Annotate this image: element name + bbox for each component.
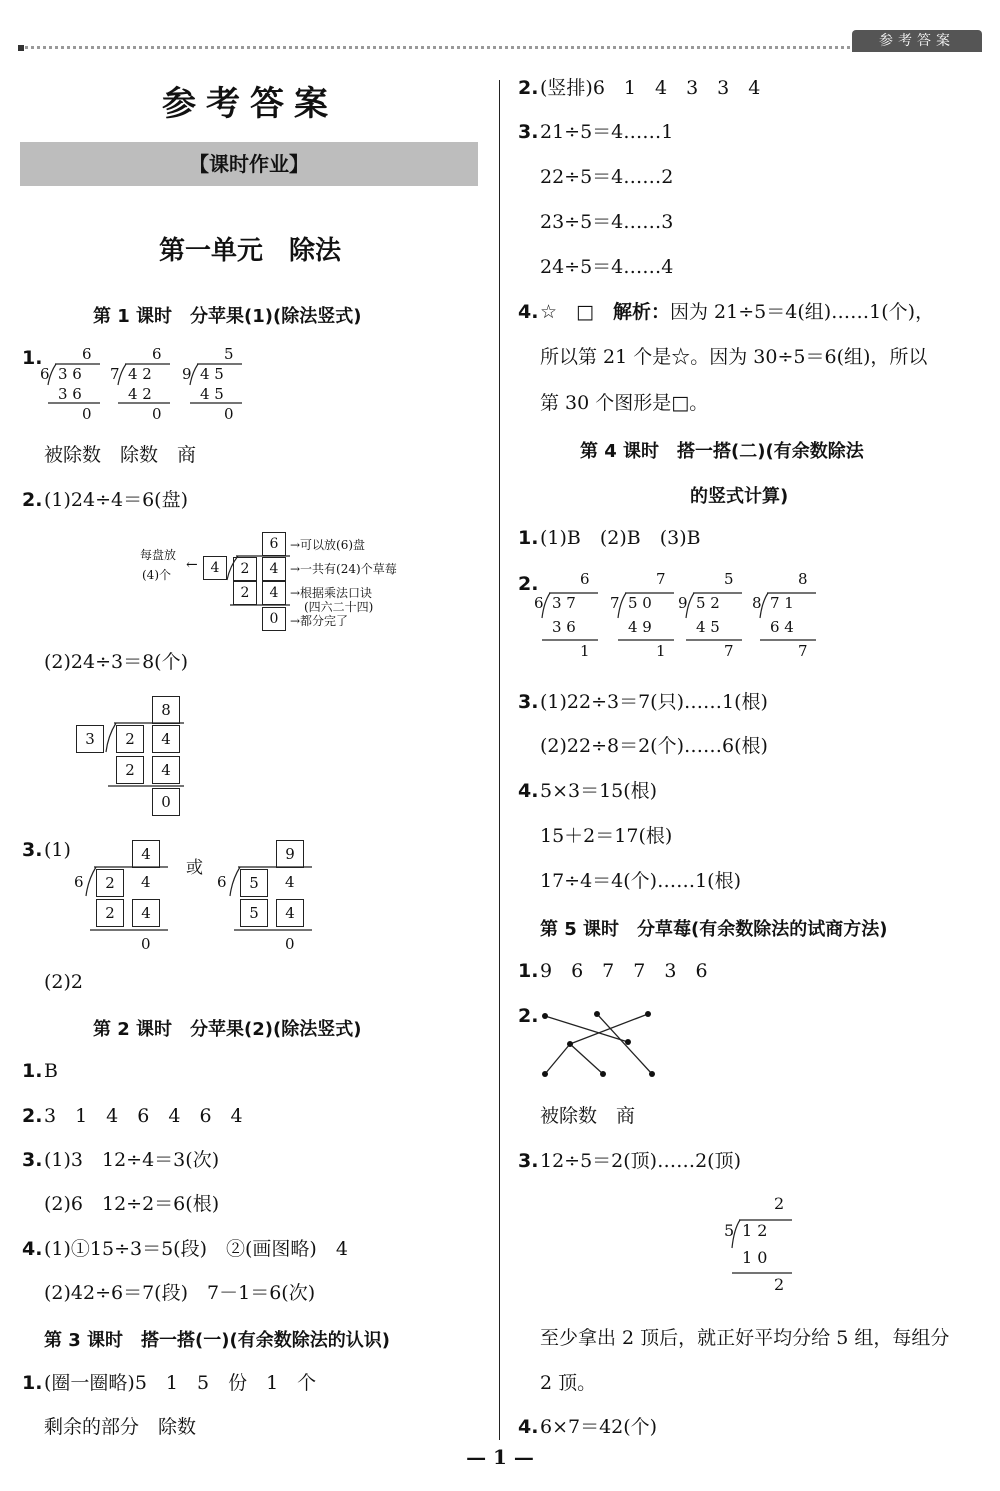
l4-q2-number: 2. (518, 573, 539, 595)
section-band: 【课时作业】 (20, 142, 478, 186)
box-dividend-ones: 4 (262, 557, 286, 581)
division-divisor: 6 (40, 365, 50, 383)
lesson2-title: 第 2 课时 分苹果(2)(除法竖式) (93, 1019, 362, 1040)
note-quotient: →可以放(6)盘 (290, 538, 366, 552)
r-q4-line2: 所以第 21 个是☆。因为 30÷5＝6(组)，所以 (540, 346, 928, 368)
division-divisor: 8 (752, 594, 762, 612)
box-product-tens: 2 (116, 756, 144, 784)
or-label: 或 (186, 858, 203, 878)
l2-q2-number: 2. (22, 1105, 43, 1127)
q3-number: 3. (22, 839, 43, 861)
note-remainder: →都分完了 (290, 614, 349, 628)
q1-terms: 被除数 除数 商 (44, 444, 197, 466)
l4-q4-answer-3: 17÷4＝4(个)……1(根) (540, 870, 742, 892)
l5-q1-answer: 9 6 7 7 3 6 (540, 960, 708, 982)
column-divider (499, 80, 500, 1440)
box-remainder: 0 (262, 607, 286, 631)
division-remainder: 0 (224, 405, 234, 423)
division-bracket (0, 0, 1, 1)
division-quotient: 6 (580, 570, 590, 588)
divisor-text: 6 (74, 873, 84, 891)
lesson1-title: 第 1 课时 分苹果(1)(除法竖式) (93, 306, 362, 327)
division-quotient: 5 (724, 570, 734, 588)
l4-q3-answer-2: (2)22÷8＝2(个)……6(根) (540, 735, 768, 757)
box-quotient: 8 (152, 696, 180, 724)
page-title: 参考答案 (162, 84, 338, 124)
label-per-plate-value: (4)个 (142, 568, 171, 582)
division-divisor: 5 (724, 1221, 735, 1240)
l4-q4-number: 4. (518, 780, 539, 802)
r-q2-number: 2. (518, 77, 539, 99)
division-dividend: 4 5 (200, 365, 224, 383)
lesson5-title: 第 5 课时 分草莓(有余数除法的试商方法) (540, 919, 888, 940)
r-q3-answer-4: 24÷5＝4……4 (540, 256, 674, 278)
r-q2-answer: (竖排)6 1 4 3 3 4 (540, 77, 761, 99)
lesson3-title: 第 3 课时 搭一搭(一)(有余数除法的认识) (44, 1330, 390, 1351)
q2-part2: (2)24÷3＝8(个) (44, 651, 189, 673)
box-product-ones: 4 (152, 756, 180, 784)
l2-q4-answer-1: (1)①15÷3＝5(段) ②(画图略) 4 (44, 1238, 348, 1260)
box-quotient: 4 (132, 840, 160, 868)
division-divisor: 7 (610, 594, 620, 612)
box-product-tens: 2 (96, 899, 124, 927)
box-dividend-tens: 2 (233, 557, 257, 581)
box-product-tens: 5 (240, 899, 268, 927)
r-q4-analysis: 因为 21÷5＝4(组)……1(个)， (670, 301, 935, 323)
division-product: 6 4 (770, 618, 794, 636)
label-per-plate: 每盘放 (140, 548, 177, 562)
header-dotted-rule (18, 46, 850, 49)
l5-q3-explain-1: 至少拿出 2 顶后，就正好平均分给 5 组，每组分 (540, 1327, 950, 1349)
box-product-ones: 4 (276, 899, 304, 927)
q1-number: 1. (22, 347, 43, 369)
l4-q1-number: 1. (518, 527, 539, 549)
division-product: 4 5 (696, 618, 720, 636)
arrow-left: ← (186, 557, 198, 573)
division-product: 4 5 (200, 385, 224, 403)
unit-title: 第一单元 除法 (158, 236, 341, 266)
box-product-tens: 2 (233, 581, 257, 605)
division-quotient: 6 (152, 345, 162, 363)
l5-q1-number: 1. (518, 960, 539, 982)
division-divisor: 7 (110, 365, 120, 383)
dividend-ones-text: 4 (285, 873, 295, 891)
note-product-rule: (四六二十四) (304, 600, 374, 614)
box-quotient: 6 (262, 532, 286, 556)
box-divisor: 4 (203, 556, 227, 580)
r-q3-answer-1: 21÷5＝4……1 (540, 121, 674, 143)
division-quotient: 7 (656, 570, 666, 588)
l5-q3-answer: 12÷5＝2(顶)……2(顶) (540, 1150, 742, 1172)
box-product-ones: 4 (262, 581, 286, 605)
l5-q4-answer: 6×7＝42(个) (540, 1416, 658, 1438)
q2-number: 2. (22, 489, 43, 511)
division-dividend: 7 1 (770, 594, 794, 612)
l2-q1-answer: B (44, 1060, 58, 1082)
page-number: — 1 — (466, 1445, 534, 1469)
box-product-ones: 4 (132, 899, 160, 927)
box-dividend-tens: 2 (116, 725, 144, 753)
box-dividend-tens: 2 (96, 869, 124, 897)
r-q3-answer-2: 22÷5＝4……2 (540, 166, 674, 188)
division-quotient: 2 (774, 1194, 785, 1213)
box-quotient: 9 (276, 840, 304, 868)
header-tag: 参考答案 (852, 30, 982, 52)
l5-q2-terms: 被除数 商 (540, 1105, 636, 1127)
division-quotient: 5 (224, 345, 234, 363)
division-quotient: 6 (82, 345, 92, 363)
q3-part2: (2)2 (44, 971, 84, 993)
l2-q3-answer-1: (1)3 12÷4＝3(次) (44, 1149, 220, 1171)
division-product: 3 6 (58, 385, 82, 403)
divisor-text: 6 (217, 873, 227, 891)
l2-q1-number: 1. (22, 1060, 43, 1082)
division-product: 4 9 (628, 618, 652, 636)
q3-part1: (1) (44, 839, 71, 861)
division-dividend: 3 7 (552, 594, 576, 612)
l2-q3-answer-2: (2)6 12÷2＝6(根) (44, 1193, 220, 1215)
division-product: 3 6 (552, 618, 576, 636)
division-remainder: 0 (152, 405, 162, 423)
division-product: 1 0 (742, 1248, 768, 1267)
r-q4-number: 4. (518, 301, 539, 323)
l2-q3-number: 3. (22, 1149, 43, 1171)
r-q3-answer-3: 23÷5＝4……3 (540, 211, 674, 233)
division-dividend: 4 2 (128, 365, 152, 383)
r-q4-answer: ☆ □ (540, 301, 613, 323)
l4-q3-number: 3. (518, 691, 539, 713)
note-dividend: →一共有(24)个草莓 (290, 562, 397, 576)
l5-q3-explain-2: 2 顶。 (540, 1372, 597, 1394)
dividend-ones-text: 4 (141, 873, 151, 891)
division-divisor: 6 (534, 594, 544, 612)
box-remainder: 0 (152, 788, 180, 816)
l4-q1-answer: (1)B (2)B (3)B (540, 527, 701, 549)
remainder-text: 0 (141, 935, 151, 953)
division-dividend: 1 2 (742, 1221, 768, 1240)
box-dividend-ones: 4 (152, 725, 180, 753)
r-q4-analysis-label: 解析： (613, 301, 671, 323)
division-dividend: 3 6 (58, 365, 82, 383)
division-quotient: 8 (798, 570, 808, 588)
l5-q3-number: 3. (518, 1150, 539, 1172)
l2-q2-answer: 3 1 4 6 4 6 4 (44, 1105, 243, 1127)
division-remainder: 1 (656, 642, 666, 660)
l3-q1-number: 1. (22, 1372, 43, 1394)
r-q3-number: 3. (518, 121, 539, 143)
q2-part1: (1)24÷4＝6(盘) (44, 489, 189, 511)
l3-q1-answer-2: 剩余的部分 除数 (44, 1416, 197, 1438)
division-divisor: 9 (182, 365, 192, 383)
lesson4-title-2: 的竖式计算) (690, 486, 789, 507)
lesson4-title-1: 第 4 课时 搭一搭(二)(有余数除法 (580, 441, 864, 462)
l2-q4-number: 4. (22, 1238, 43, 1260)
division-remainder: 0 (82, 405, 92, 423)
box-divisor: 3 (76, 725, 104, 753)
l3-q1-answer-1: (圈一圈略)5 1 5 份 1 个 (44, 1372, 317, 1394)
l4-q4-answer-1: 5×3＝15(根) (540, 780, 658, 802)
division-product: 4 2 (128, 385, 152, 403)
division-remainder: 1 (580, 642, 590, 660)
note-product: →根据乘法口诀 (290, 586, 373, 600)
l4-q4-answer-2: 15＋2＝17(根) (540, 825, 673, 847)
l2-q4-answer-2: (2)42÷6＝7(段) 7－1＝6(次) (44, 1282, 316, 1304)
l4-q3-answer-1: (1)22÷3＝7(只)……1(根) (540, 691, 768, 713)
l5-q4-number: 4. (518, 1416, 539, 1438)
division-remainder: 7 (798, 642, 808, 660)
division-remainder: 7 (724, 642, 734, 660)
r-q4-line1 (540, 300, 934, 324)
division-divisor: 9 (678, 594, 688, 612)
division-remainder: 2 (774, 1275, 785, 1294)
box-dividend-tens: 5 (240, 869, 268, 897)
division-dividend: 5 2 (696, 594, 720, 612)
l5-q2-number: 2. (518, 1005, 539, 1027)
remainder-text: 0 (285, 935, 295, 953)
division-dividend: 5 0 (628, 594, 652, 612)
r-q4-line3: 第 30 个图形是□。 (540, 392, 709, 414)
